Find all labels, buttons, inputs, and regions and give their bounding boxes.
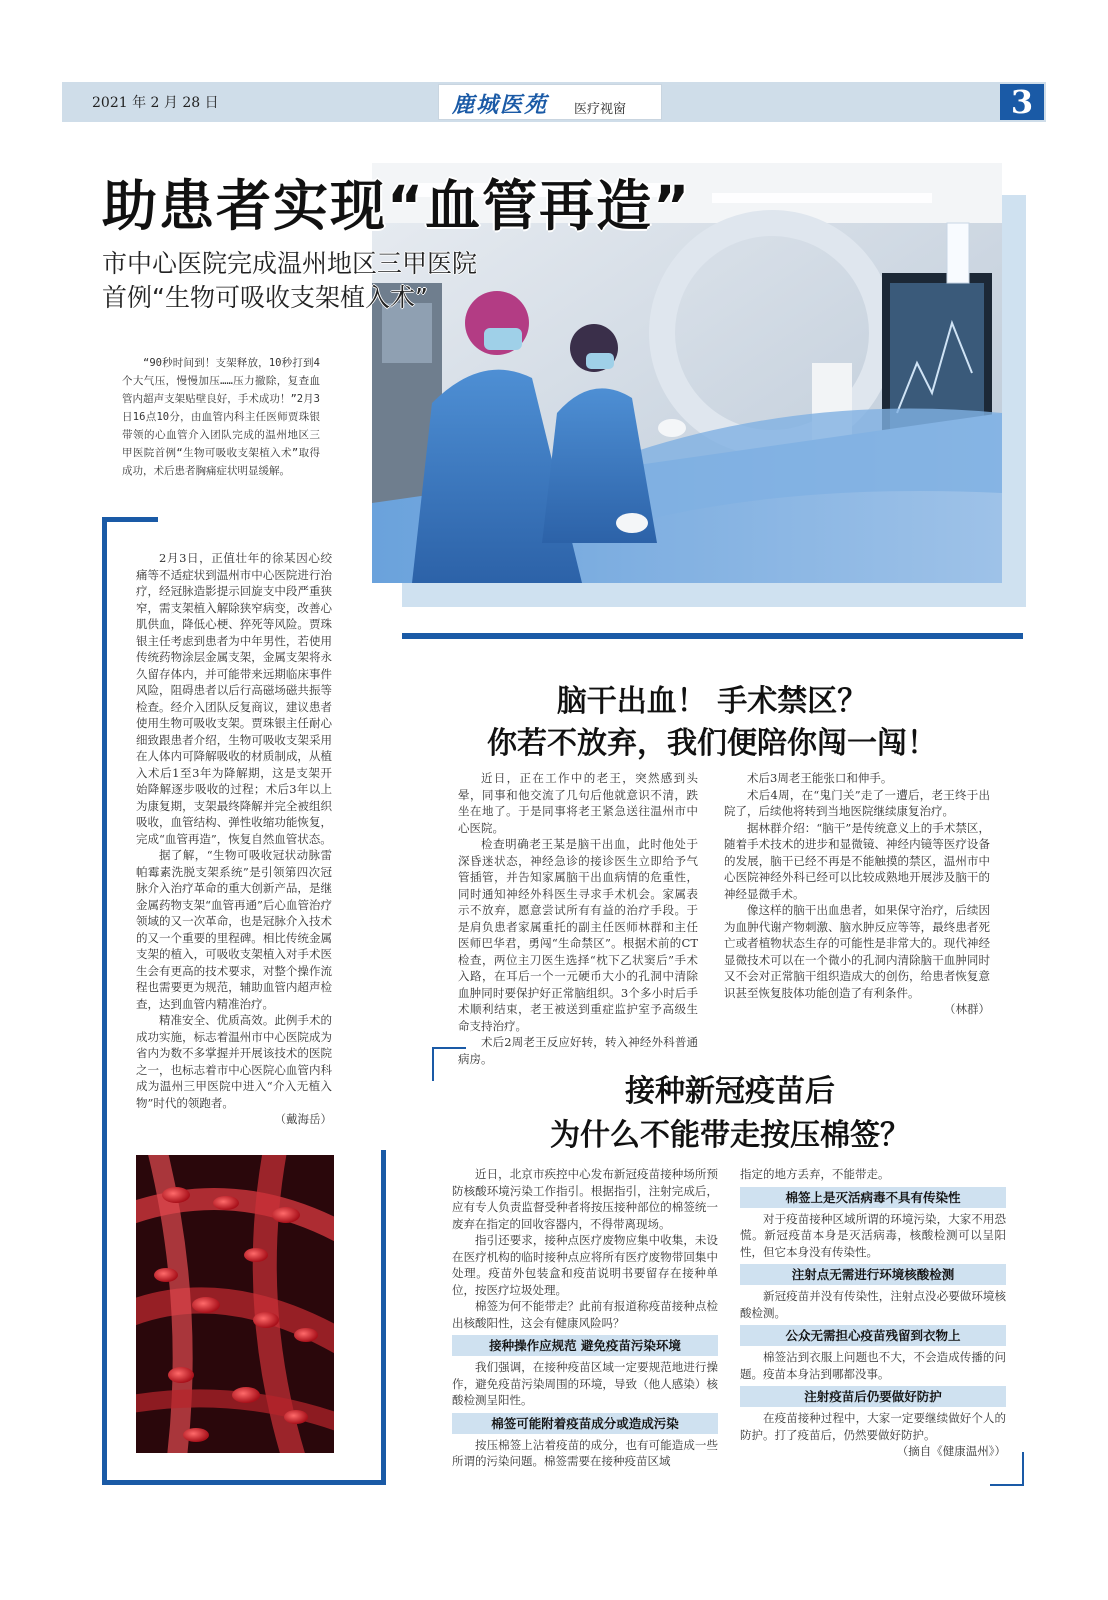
section-heading: 棉签可能附着疫苗成分或造成污染	[452, 1413, 718, 1434]
paragraph: 2月3日，正值壮年的徐某因心绞痛等不适症状到温州市中心医院进行治疗，经冠脉造影提示回旋支中段严重狭窄，需支架植入解除狭窄病变，改善心肌供血，降低心梗、猝死等风险。贾珠银主任考虑到患者为中年男性，若使用传统药物涂层金属支架，金属支架将永久留存体内，并可能带来远期临床事件风险，阻碍患者以后行高磁场磁共振等检查。经介入团队反复商议，建议患者使用生物可吸收支架。贾珠银主任耐心细致跟患者介绍，生物可吸收支架采用在人体内可降解吸收的材质制成，从植入术后1至3年为降解期，这是支架开始降解逐步吸收的过程；术后3年以上为康复期，支架最终降解并完全被组织吸收，血管结构、弹性收缩功能恢复，完成“血管再造”，恢复自然血管状态。	[136, 551, 332, 846]
frame-corner	[432, 1047, 466, 1049]
frame-line	[102, 517, 107, 1485]
article2-column-2	[724, 770, 990, 1018]
blood-vessel-svg	[136, 1155, 334, 1453]
paragraph: 按压棉签上沾着疫苗的成分，也有可能造成一些所谓的污染问题。棉签需要在接种疫苗区域	[452, 1437, 718, 1468]
article1-lead: “90秒时间到！支架释放，10秒打到4个大气压，慢慢加压……压力撤除，复查血管内超声支架贴壁良好，手术成功！”2月3日16点10分，由血管内科主任医师贾珠银带领的心血管介入团队完成的温州地区三甲医院首例“生物可吸收支架植入术”取得成功，术后患者胸痛症状明显缓解。	[122, 357, 320, 477]
section-name: 医疗视窗	[574, 102, 627, 117]
paragraph: 据了解，“生物可吸收冠状动脉雷帕霉素洗脱支架系统”是引领第四次冠脉介入治疗革命的重大创新产品，是继金属药物支架“血管再通”后心血管治疗领域的又一次革命，也是冠脉介入技术的又一个重要的里程碑。相比传统金属支架的植入，可吸收支架植入对手术医生会有更高的技术要求，对整个操作流程也需要更为规范，辅助血管内超声检查，达到血管内精准治疗。	[136, 848, 332, 1011]
paragraph: 近日，北京市疾控中心发布新冠疫苗接种场所预防核酸环境污染工作指引。根据指引，注射完成后，应有专人负责监督受种者将按压接种部位的棉签统一废弃在指定的回收容器内，不得带离现场。	[452, 1167, 718, 1231]
paragraph: 据林群介绍：“脑干”是传统意义上的手术禁区，随着手术技术的进步和显微镜、神经内镜等医疗设备的发展，脑干已经不再是不能触摸的禁区，温州市中心医院神经外科已经可以比较成熟地开展涉及脑干的神经显微手术。	[724, 820, 990, 901]
article3-column-1	[452, 1166, 718, 1470]
paragraph: 棉签为何不能带走？此前有报道称疫苗接种点检出核酸阳性，这会有健康风险吗？	[452, 1299, 718, 1330]
page-number: 3	[1000, 84, 1044, 120]
paragraph: 检查明确老王某是脑干出血，此时他处于深昏迷状态，神经急诊的接诊医生立即给予气管插管，并告知家属脑干出血病情的危重性，同时通知神经外科医生寻求手术机会。家属表示不放弃，愿意尝试所有有益的治疗手段。于是肩负患者家属重托的副主任医师林群和主任医师巴华君，勇闯“生命禁区”。根据术前的CT检查，两位主刀医生选择“枕下乙状窦后”手术入路，在耳后一个一元硬币大小的孔洞中清除血肿同时要保护好正常脑组织。3个多小时后手术顺利结束，老王被送到重症监护室予高级生命支持治疗。	[458, 837, 698, 1033]
paragraph: 术后3周老王能张口和伸手。	[747, 771, 893, 785]
article1-title: 助患者实现“血管再造”	[102, 174, 692, 238]
frame-corner	[990, 1484, 1024, 1486]
article2-title-line2: 你若不放弃，我们便陪你闯一闯！	[487, 726, 937, 761]
article1-subtitle-line2: 首例“生物可吸收支架植入术”	[102, 283, 428, 312]
article2-column-1	[458, 770, 698, 1067]
photo-backdrop-right	[1002, 195, 1026, 607]
paragraph: 新冠疫苗并没有传染性，注射点没必要做环境核酸检测。	[740, 1289, 1006, 1320]
frame-corner	[1022, 1452, 1024, 1486]
section-heading: 接种操作应规范 避免疫苗污染环境	[452, 1335, 718, 1356]
paragraph: 近日，正在工作中的老王，突然感到头晕，同事和他交流了几句后他就意识不清，跌坐在地了。于是同事将老王紧急送往温州市中心医院。	[458, 771, 698, 835]
blood-vessel-image	[136, 1155, 334, 1453]
paragraph: 指引还要求，接种点医疗废物应集中收集，未设在医疗机构的临时接种点应将所有医疗废物带回集中处理。疫苗外包装盒和疫苗说明书要留存在接种单位，按医疗垃圾处理。	[452, 1233, 718, 1297]
article2-title-line1: 脑干出血！ 手术禁区？	[556, 684, 868, 719]
paragraph: 术后2周老王反应好转，转入神经外科普通病房。	[458, 1035, 698, 1066]
article-divider	[402, 633, 1023, 639]
paragraph: 精准安全、优质高效。此例手术的成功实施，标志着温州市中心医院成为省内为数不多掌握并开展该技术的医院之一，也标志着市中心医院心血管内科成为温州三甲医院中进入“介入无植入物”时代的领跑者。	[136, 1013, 332, 1110]
paragraph: 像这样的脑干出血患者，如果保守治疗，后续因为血肿代谢产物刺激、脑水肿反应等等，最终患者死亡或者植物状态生存的可能性是非常大的。现代神经显微技术可以在一个微小的孔洞内清除脑干血肿同时又不会对正常脑干组织造成大的创伤，给患者恢复意识甚至恢复肢体功能创造了有利条件。	[724, 903, 990, 1000]
byline: （戴海岳）	[274, 1112, 332, 1126]
article3-title-line1: 接种新冠疫苗后	[625, 1074, 835, 1109]
paragraph: 对于疫苗接种区域所谓的环境污染，大家不用恐慌。新冠疫苗本身是灭活病毒，核酸检测可以呈阳性，但它本身没有传染性。	[740, 1211, 1006, 1259]
byline: （林群）	[944, 1002, 990, 1016]
section-heading: 公众无需担心疫苗残留到衣物上	[740, 1325, 1006, 1346]
paragraph: 我们强调，在接种疫苗区域一定要规范地进行操作，避免疫苗污染周围的环境，导致（他人感染）核酸检测呈阳性。	[452, 1360, 718, 1407]
section-heading: 注射点无需进行环境核酸检测	[740, 1264, 1006, 1285]
article3-column-2	[740, 1166, 1006, 1460]
section-heading: 注射疫苗后仍要做好防护	[740, 1386, 1006, 1407]
paragraph: 指定的地方丢弃，不能带走。	[740, 1167, 890, 1181]
article3-title-line2: 为什么不能带走按压棉签？	[550, 1118, 910, 1153]
paragraph: 在疫苗接种过程中，大家一定要继续做好个人的防护。打了疫苗后，仍然要做好防护。	[740, 1411, 1006, 1442]
article1-subtitle-line1: 市中心医院完成温州地区三甲医院	[102, 249, 478, 278]
byline: （摘自《健康温州》）	[896, 1444, 1006, 1458]
photo-backdrop-bottom	[402, 583, 1026, 607]
masthead-logo: 鹿城医苑	[452, 92, 549, 118]
section-heading: 棉签上是灭活病毒不具有传染性	[740, 1187, 1006, 1208]
paragraph: 术后4周，在“鬼门关”走了一遭后，老王终于出院了，后续他将转到当地医院继续康复治疗。	[724, 787, 990, 818]
frame-line	[102, 1480, 386, 1485]
article1-body	[136, 550, 332, 1128]
paragraph: 棉签沾到衣服上问题也不大，不会造成传播的问题。疫苗本身沾到哪都没事。	[740, 1350, 1006, 1381]
issue-date: 2021 年 2 月 28 日	[92, 95, 219, 111]
frame-line	[381, 1150, 386, 1485]
frame-line	[102, 517, 158, 522]
